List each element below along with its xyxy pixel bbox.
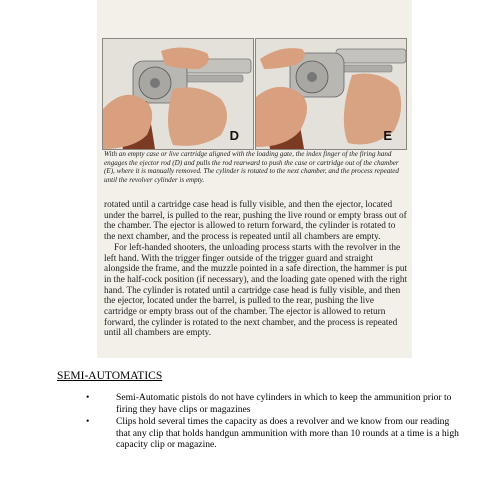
list-item — [86, 392, 466, 415]
photo-panel-d — [102, 38, 254, 150]
book-paragraph-1: rotated until a cartridge case head is fully visible, and then the ejector, located under the barrel, is pulled to the rear, pushing the live round or empty brass out of the chamber. The ejector is allowed to return forward, the cylinder is rotated to the next chamber, and the process is repeated until all chambers are empty. — [104, 200, 407, 243]
panel-label-d: D — [229, 128, 239, 143]
bullet-icon: • — [86, 416, 90, 427]
book-body-text — [104, 200, 408, 339]
bullet-icon: • — [86, 392, 90, 403]
bullet-text: Clips hold several times the capacity as does a revolver and we know from our reading that any clip that holds handgun ammunition with more than 10 rounds at a time is a high capacity clip or magazine. — [116, 416, 459, 450]
section-heading: SEMI-AUTOMATICS — [57, 370, 163, 382]
photo-panel-e — [255, 38, 407, 150]
bullet-text: Semi-Automatic pistols do not have cylinders in which to keep the ammunition prior to firing they have clips or magazines — [116, 392, 452, 415]
book-paragraph-2: For left-handed shooters, the unloading process starts with the revolver in the left hand. With the trigger finger outside of the trigger guard and straight alongside the frame, and the muzzle pointed in a safe direction, the hammer is put in the half-cock position (if necessary), and the loading gate opened with the right hand. The cylinder is rotated until a cartridge case head is fully visible, and then the ejector, located under the barrel, is pulled to the rear, pushing the live cartridge or empty brass out of the chamber. The ejector is allowed to return forward, the cylinder is rotated to the next chamber, and the process is repeated until all chambers are empty. — [104, 242, 408, 339]
bullet-list — [86, 392, 466, 452]
figure-caption: With an empty case or live cartridge aligned with the loading gate, the index finger of the firing hand engages the ejector rod (D) and pulls the rod rearward to push the case or cartridge out of the chamber (E), where it is manually removed. The cylinder is rotated to the next chamber, and the process repeated until the revolver cylinder is empty. — [104, 150, 399, 184]
list-item — [86, 416, 466, 451]
panel-label-e: E — [383, 128, 392, 143]
